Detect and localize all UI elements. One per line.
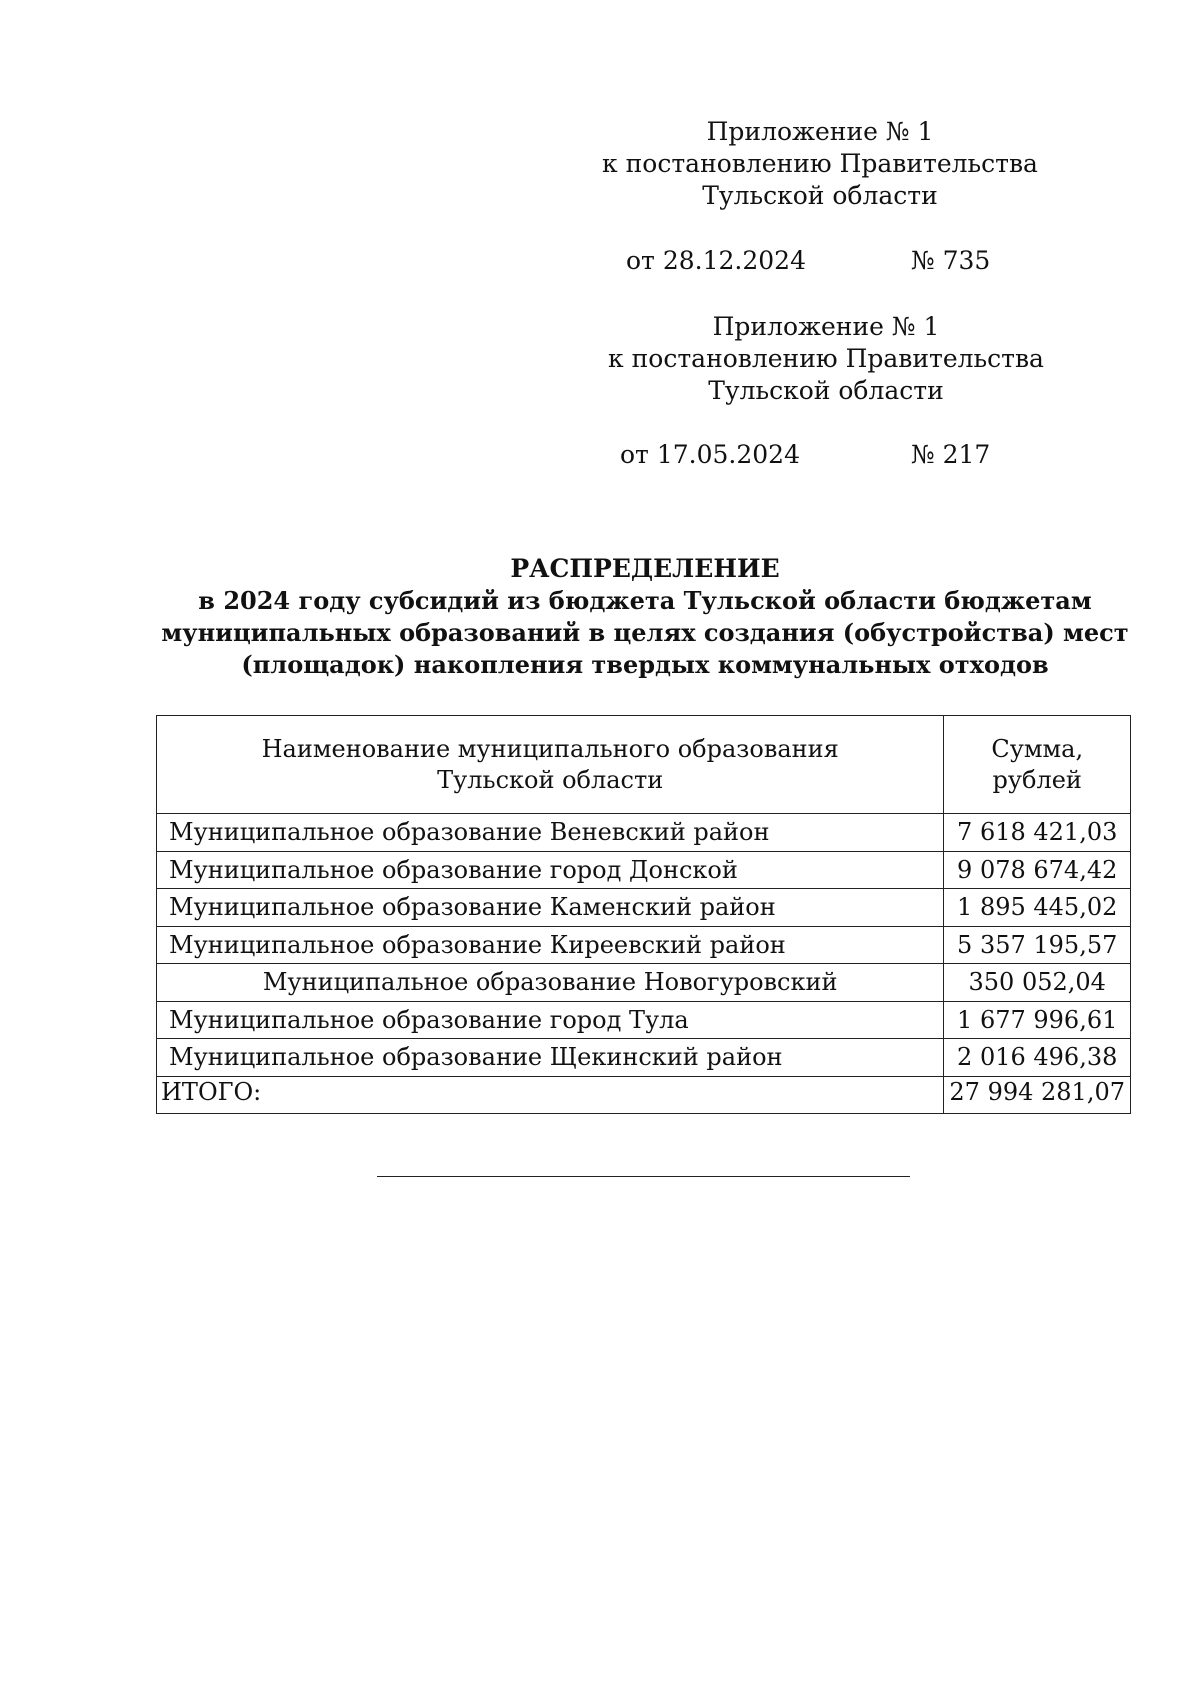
municipality-name: Муниципальное образование Веневский район <box>157 814 944 852</box>
appendix-region-line: Тульской области <box>708 376 944 405</box>
table-row <box>157 889 1131 927</box>
total-sum: 27 994 281,07 <box>944 1076 1131 1114</box>
appendix-header-previous <box>591 311 1061 407</box>
header-municipality-line-2: Тульской области <box>437 765 664 794</box>
decree-date-previous: от 17.05.2024 <box>620 440 800 469</box>
municipality-name: Муниципальное образование город Донской <box>157 851 944 889</box>
appendix-header-current <box>585 116 1055 212</box>
subsidy-sum: 5 357 195,57 <box>944 926 1131 964</box>
table-row <box>157 1001 1131 1039</box>
total-label: ИТОГО: <box>157 1076 944 1114</box>
title-heading: РАСПРЕДЕЛЕНИЕ <box>510 554 780 583</box>
header-sum: Сумма, рублей <box>944 716 1131 814</box>
title-line-3: (площадок) накопления твердых коммунальных отходов <box>241 650 1049 679</box>
header-municipality-line-1: Наименование муниципального образования <box>261 734 839 763</box>
municipality-name: Муниципальное образование Киреевский район <box>157 926 944 964</box>
appendix-number-line: Приложение № 1 <box>706 117 934 146</box>
title-line-1: в 2024 году субсидий из бюджета Тульской области бюджетам <box>198 586 1092 615</box>
municipality-name: Муниципальное образование Каменский район <box>157 889 944 927</box>
subsidy-sum: 2 016 496,38 <box>944 1039 1131 1077</box>
subsidy-sum: 9 078 674,42 <box>944 851 1131 889</box>
table-row <box>157 814 1131 852</box>
decree-date-current: от 28.12.2024 <box>626 246 806 275</box>
table-row <box>157 1039 1131 1077</box>
distribution-table <box>156 715 1131 1114</box>
appendix-decree-line: к постановлению Правительства <box>608 344 1044 373</box>
table-row <box>157 964 1131 1002</box>
table-header-row <box>157 716 1131 814</box>
municipality-name: Муниципальное образование город Тула <box>157 1001 944 1039</box>
municipality-name: Муниципальное образование Новогуровский <box>157 964 944 1002</box>
appendix-number-line: Приложение № 1 <box>712 312 940 341</box>
table-row <box>157 926 1131 964</box>
end-divider <box>377 1176 910 1177</box>
appendix-decree-line: к постановлению Правительства <box>602 149 1038 178</box>
appendix-region-line: Тульской области <box>702 181 938 210</box>
total-row <box>157 1076 1131 1114</box>
table-row <box>157 851 1131 889</box>
title-line-2: муниципальных образований в целях создания (обустройства) мест <box>161 618 1129 647</box>
subsidy-sum: 7 618 421,03 <box>944 814 1131 852</box>
decree-number-current: № 735 <box>911 246 991 275</box>
subsidy-sum: 1 677 996,61 <box>944 1001 1131 1039</box>
subsidy-sum: 350 052,04 <box>944 964 1131 1002</box>
subsidy-sum: 1 895 445,02 <box>944 889 1131 927</box>
document-title <box>155 553 1135 681</box>
decree-number-previous: № 217 <box>911 440 991 469</box>
municipality-name: Муниципальное образование Щекинский район <box>157 1039 944 1077</box>
header-municipality <box>157 716 944 814</box>
